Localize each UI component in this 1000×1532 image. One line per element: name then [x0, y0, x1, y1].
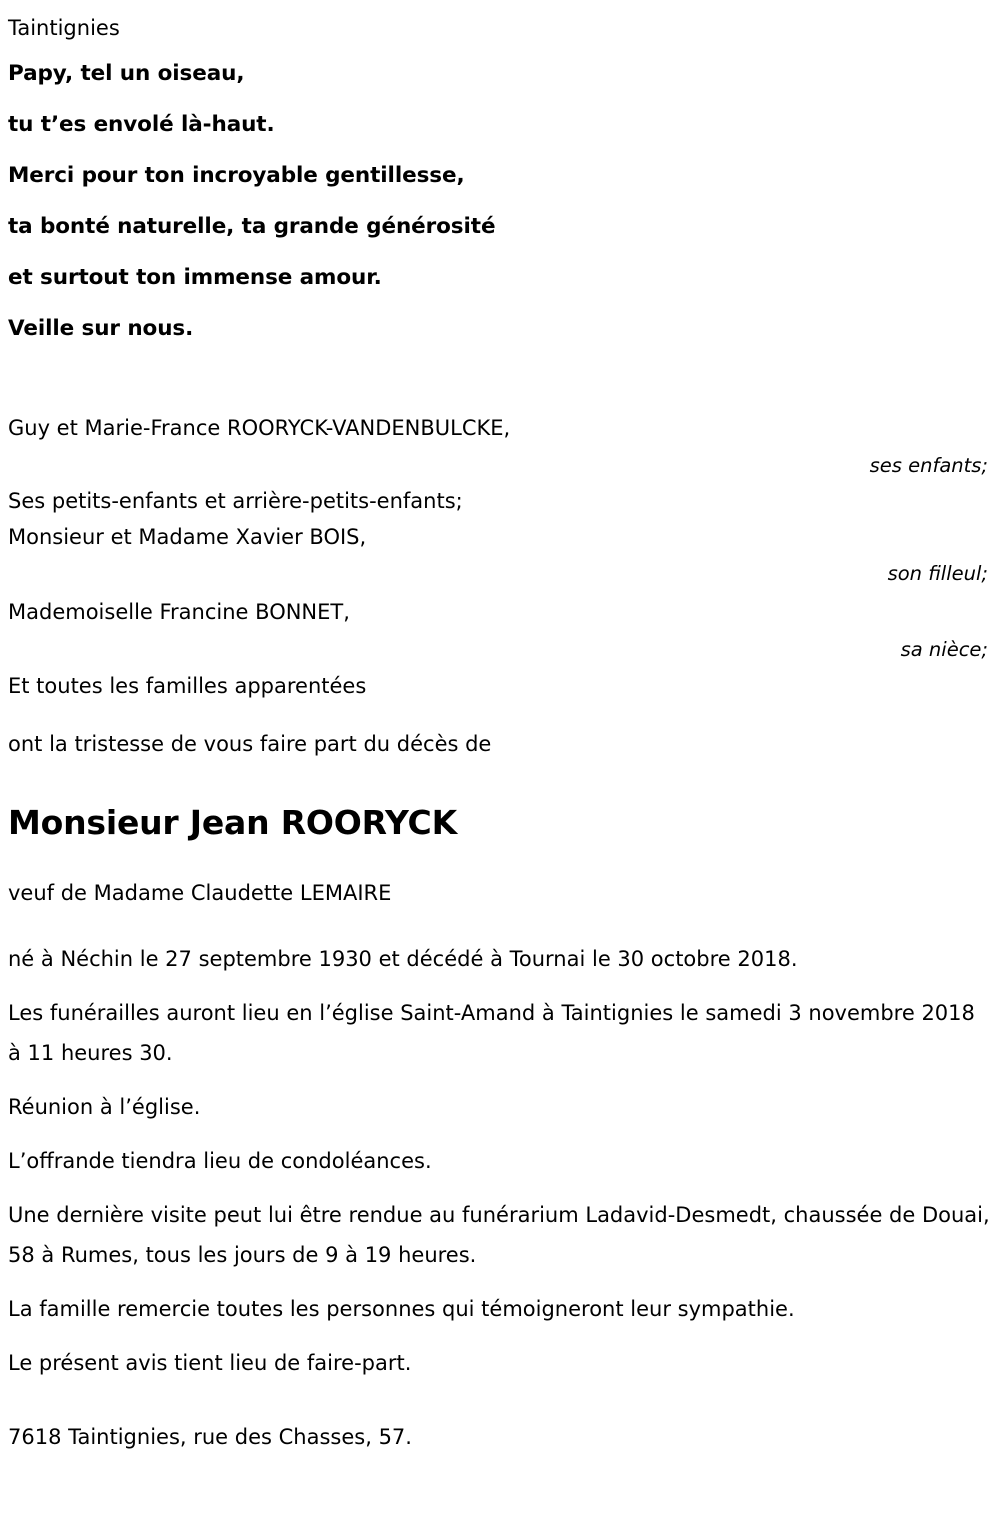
poem-line: tu t’es envolé là-haut.: [8, 112, 275, 137]
family-row: [8, 668, 990, 705]
family-row: [8, 594, 990, 668]
family-relation-label: sa nièce;: [900, 638, 988, 661]
spacer: [8, 376, 990, 402]
family-member-name: Mademoiselle Francine BONNET,: [8, 600, 350, 624]
offering-paragraph: L’offrande tiendra lieu de condoléances.: [8, 1149, 432, 1173]
family-relation-label: son filleul;: [887, 562, 988, 585]
announcement-line: ont la tristesse de vous faire part du décès de: [8, 732, 492, 756]
poem-line: et surtout ton immense amour.: [8, 265, 382, 290]
family-member-name: Ses petits-enfants et arrière-petits-enfants;: [8, 489, 463, 513]
poem-line: Papy, tel un oiseau,: [8, 61, 245, 86]
gathering-paragraph: Réunion à l’église.: [8, 1095, 201, 1119]
family-member-name: Guy et Marie-France ROORYCK-VANDENBULCKE,: [8, 416, 511, 440]
family-member-name: Et toutes les familles apparentées: [8, 674, 367, 698]
family-member-name: Monsieur et Madame Xavier BOIS,: [8, 525, 367, 549]
family-relation-label: ses enfants;: [869, 454, 988, 477]
locality-line: Taintignies: [8, 16, 120, 40]
family-row: [8, 484, 990, 520]
visitation-paragraph: Une dernière visite peut lui être rendue au funérarium Ladavid-Desmedt, chaussée de Douai, 58 à Rumes, tous les jours de 9 à 19 heures.: [8, 1203, 997, 1267]
funeral-details: [8, 939, 997, 1383]
poem-line: ta bonté naturelle, ta grande générosité: [8, 214, 496, 239]
thanks-paragraph: La famille remercie toutes les personnes qui témoigneront leur sympathie.: [8, 1297, 795, 1321]
poem-line: Veille sur nous.: [8, 316, 194, 341]
widow-of-line: veuf de Madame Claudette LEMAIRE: [8, 881, 392, 905]
funeral-service-paragraph: Les funérailles auront lieu en l’église Saint-Amand à Taintignies le samedi 3 novembre 2018 à 11 heures 30.: [8, 1001, 982, 1065]
memorial-poem: [8, 48, 990, 354]
family-list: [8, 410, 990, 705]
family-row: [8, 410, 990, 484]
notice-paragraph: Le présent avis tient lieu de faire-part.: [8, 1351, 412, 1375]
poem-line: Merci pour ton incroyable gentillesse,: [8, 163, 465, 188]
deceased-name: Monsieur Jean ROORYCK: [8, 803, 457, 842]
birth-death-paragraph: né à Néchin le 27 septembre 1930 et décédé à Tournai le 30 octobre 2018.: [8, 947, 798, 971]
family-address: 7618 Taintignies, rue des Chasses, 57.: [8, 1425, 412, 1449]
family-row: [8, 520, 990, 594]
